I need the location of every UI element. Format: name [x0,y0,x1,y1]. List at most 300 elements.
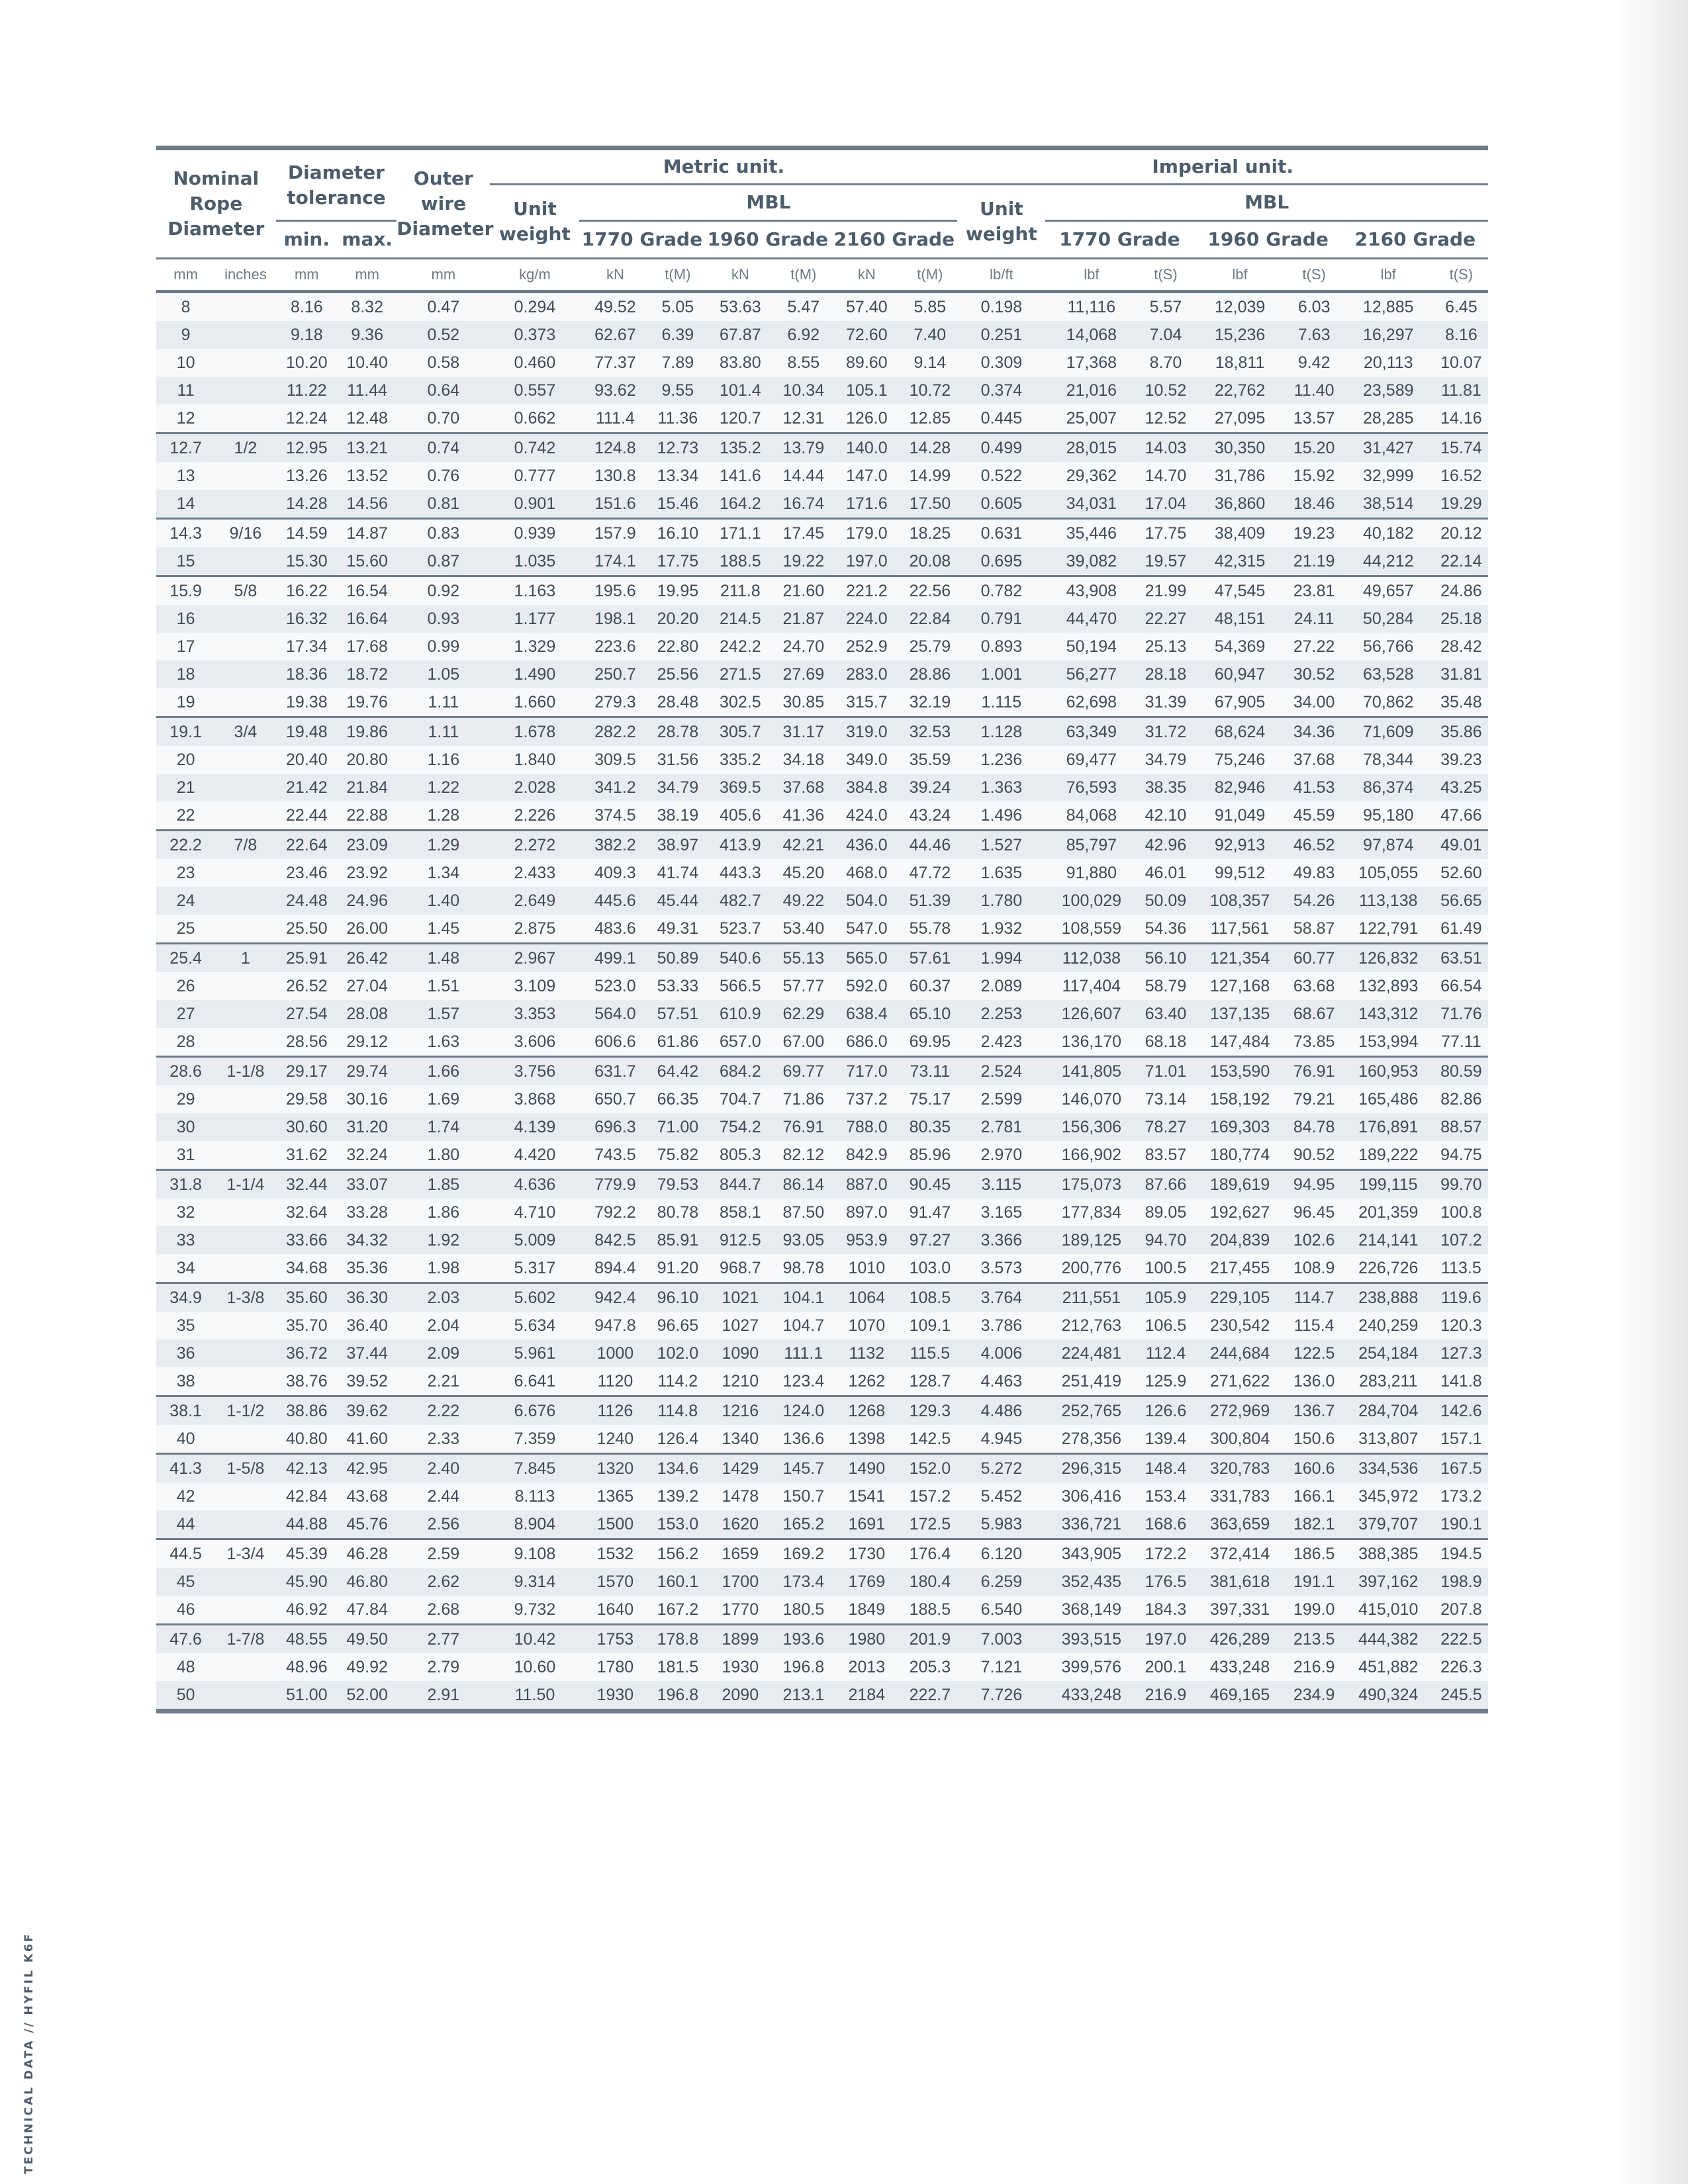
table-cell: 47.72 [902,859,957,887]
table-cell: 1770 [704,1596,776,1625]
table-cell: 230,542 [1194,1312,1286,1340]
header-line: weight [499,222,571,245]
table-cell: 0.939 [490,519,579,548]
table-cell: 2.40 [397,1454,490,1483]
table-cell: 71,609 [1342,717,1434,747]
table-cell: 75,246 [1194,746,1286,774]
table-cell: 1.994 [957,944,1045,973]
table-cell: 1-1/2 [215,1396,275,1426]
table-row [156,831,1488,860]
table-cell: 54.26 [1286,887,1342,915]
table-cell: 43,908 [1045,576,1137,606]
table-cell: 34.79 [1137,746,1194,774]
table-cell [215,1425,275,1454]
table-cell: 20.40 [276,746,338,774]
table-cell: 1398 [831,1425,902,1454]
table-cell: 10.07 [1434,349,1488,377]
table-cell: 2.68 [397,1596,490,1625]
table-cell: 0.605 [957,490,1045,519]
table-cell: 1.840 [490,746,579,774]
table-cell: 120.7 [704,404,776,433]
table-cell: 56.10 [1137,944,1194,973]
table-cell: 1262 [831,1367,902,1396]
table-cell: 1659 [704,1539,776,1569]
table-cell: 0.893 [957,633,1045,660]
table-cell: 947.8 [579,1312,651,1340]
table-cell: 42,315 [1194,547,1286,576]
table-cell: 119.6 [1434,1283,1488,1312]
table-cell: 112.4 [1137,1340,1194,1367]
table-row [156,605,1488,633]
table-cell: 443.3 [704,859,776,887]
table-cell: 1.236 [957,746,1045,774]
table-cell: 968.7 [704,1254,776,1283]
table-cell: 90.45 [902,1170,957,1199]
table-cell: 186.5 [1286,1539,1342,1569]
table-cell: 167.5 [1434,1454,1488,1483]
table-cell [215,1568,275,1596]
table-cell: 35.59 [902,746,957,774]
table-cell: 160.1 [651,1568,704,1596]
table-cell: 57.40 [831,292,902,322]
table-cell: 102.0 [651,1340,704,1367]
table-cell: 82.12 [776,1141,831,1170]
table-cell: 25.18 [1434,605,1488,633]
table-cell: 193.6 [776,1625,831,1654]
header-line: weight [965,222,1037,245]
table-cell: 198.9 [1434,1568,1488,1596]
table-cell: 48,151 [1194,605,1286,633]
table-cell: 0.499 [957,433,1045,463]
table-cell: 21.19 [1286,547,1342,576]
table-row [156,1340,1488,1367]
table-cell: 27.22 [1286,633,1342,660]
table-cell: 126.4 [651,1425,704,1454]
table-cell: 226,726 [1342,1254,1434,1283]
table-cell: 39,082 [1045,547,1137,576]
tolerance-max-header: max. [342,228,393,250]
imperial-grade-1960-header: 1960 Grade [1207,228,1329,250]
table-cell: 153.4 [1137,1482,1194,1510]
table-cell: 174.1 [579,547,651,576]
table-cell: 223.6 [579,633,651,660]
table-cell: 1-3/8 [215,1283,275,1312]
table-cell: 1/2 [215,433,275,463]
table-cell: 52.60 [1434,859,1488,887]
table-cell: 35 [156,1312,215,1340]
table-cell: 15.74 [1434,433,1488,463]
table-cell: 9.108 [490,1539,579,1569]
table-row [156,1312,1488,1340]
table-cell: 1.85 [397,1170,490,1199]
table-cell: 136.0 [1286,1367,1342,1396]
table-cell: 0.74 [397,433,490,463]
table-cell: 2.524 [957,1057,1045,1086]
table-cell: 2.599 [957,1085,1045,1113]
table-cell: 0.83 [397,519,490,548]
table-cell: 69.95 [902,1028,957,1057]
table-cell: 858.1 [704,1199,776,1226]
table-cell: 19.57 [1137,547,1194,576]
table-cell: 1930 [704,1653,776,1681]
table-cell: 22.88 [338,801,397,831]
table-cell: 1691 [831,1510,902,1539]
table-cell [215,1340,275,1367]
unit-cell: lbf [1342,259,1434,292]
table-row [156,519,1488,548]
table-cell: 32.53 [902,717,957,747]
unit-cell: t(M) [776,259,831,292]
table-cell: 33 [156,1226,215,1254]
table-cell: 221.2 [831,576,902,606]
table-cell: 415,010 [1342,1596,1434,1625]
table-cell: 2.433 [490,859,579,887]
table-cell: 2.59 [397,1539,490,1569]
table-cell: 42.13 [276,1454,338,1483]
table-cell: 135.2 [704,433,776,463]
table-cell: 88.57 [1434,1113,1488,1141]
table-cell: 94.70 [1137,1226,1194,1254]
table-cell: 1.115 [957,688,1045,717]
table-cell: 19.23 [1286,519,1342,548]
table-cell: 1027 [704,1312,776,1340]
table-cell: 99.70 [1434,1170,1488,1199]
table-cell: 5.272 [957,1454,1045,1483]
table-row [156,1454,1488,1483]
table-cell: 34.79 [651,774,704,801]
table-cell: 141.8 [1434,1367,1488,1396]
table-cell: 25.13 [1137,633,1194,660]
table-cell: 198.1 [579,605,651,633]
table-cell: 46.01 [1137,859,1194,887]
table-cell [215,1367,275,1396]
table-cell: 1.57 [397,1000,490,1028]
table-cell: 335.2 [704,746,776,774]
table-cell: 490,324 [1342,1681,1434,1711]
table-cell: 84,068 [1045,801,1137,831]
table-cell: 1.035 [490,547,579,576]
table-cell: 204,839 [1194,1226,1286,1254]
table-cell: 8.113 [490,1482,579,1510]
table-cell: 87.50 [776,1199,831,1226]
table-cell: 180.4 [902,1568,957,1596]
table-cell: 0.374 [957,377,1045,404]
table-cell: 29.58 [276,1085,338,1113]
table-cell: 153,994 [1342,1028,1434,1057]
table-cell: 245.5 [1434,1681,1488,1711]
table-cell: 1.363 [957,774,1045,801]
table-cell: 4.420 [490,1141,579,1170]
table-cell: 68.18 [1137,1028,1194,1057]
table-cell: 349.0 [831,746,902,774]
table-cell: 96.45 [1286,1199,1342,1226]
table-cell: 17.34 [276,633,338,660]
table-cell: 82,946 [1194,774,1286,801]
table-row [156,1681,1488,1711]
table-cell: 45.76 [338,1510,397,1539]
table-cell: 30.52 [1286,660,1342,688]
table-cell: 21.42 [276,774,338,801]
table-cell: 70,862 [1342,688,1434,717]
table-row [156,490,1488,519]
table-cell: 8.16 [1434,321,1488,349]
table-cell: 436.0 [831,831,902,860]
table-cell: 71.01 [1137,1057,1194,1086]
table-cell: 28,285 [1342,404,1434,433]
table-cell: 13.21 [338,433,397,463]
table-row [156,1510,1488,1539]
table-row [156,1425,1488,1454]
table-cell [215,660,275,688]
table-cell: 211,551 [1045,1283,1137,1312]
table-cell: 23.46 [276,859,338,887]
table-cell: 17 [156,633,215,660]
metric-grade-2160-header: 2160 Grade [833,228,955,250]
table-cell: 31.81 [1434,660,1488,688]
table-cell: 105.1 [831,377,902,404]
table-cell: 1.28 [397,801,490,831]
unit-cell: t(M) [651,259,704,292]
table-cell: 169,303 [1194,1113,1286,1141]
table-cell: 279.3 [579,688,651,717]
table-cell: 102.6 [1286,1226,1342,1254]
table-cell: 10.72 [902,377,957,404]
table-cell: 0.742 [490,433,579,463]
table-cell: 22.27 [1137,605,1194,633]
table-cell: 93.62 [579,377,651,404]
table-cell: 69,477 [1045,746,1137,774]
table-cell: 150.6 [1286,1425,1342,1454]
table-cell: 445.6 [579,887,651,915]
table-cell: 2.649 [490,887,579,915]
table-cell: 1.05 [397,660,490,688]
table-cell: 168.6 [1137,1510,1194,1539]
table-cell: 25.91 [276,944,338,973]
table-cell: 684.2 [704,1057,776,1086]
table-cell: 61.49 [1434,915,1488,944]
table-cell: 195.6 [579,576,651,606]
table-cell: 2.03 [397,1283,490,1312]
table-cell: 12.85 [902,404,957,433]
table-cell: 0.52 [397,321,490,349]
table-cell: 29,362 [1045,462,1137,490]
table-cell: 90.52 [1286,1141,1342,1170]
table-cell: 43.68 [338,1482,397,1510]
unit-cell: mm [338,259,397,292]
table-cell: 134.6 [651,1454,704,1483]
table-cell [215,1226,275,1254]
table-cell: 1.163 [490,576,579,606]
table-cell: 20.12 [1434,519,1488,548]
table-cell: 5/8 [215,576,275,606]
table-cell: 115.4 [1286,1312,1342,1340]
table-cell [215,1141,275,1170]
table-cell: 1.001 [957,660,1045,688]
table-cell: 21.84 [338,774,397,801]
table-cell: 315.7 [831,688,902,717]
table-row [156,1028,1488,1057]
table-cell: 141,805 [1045,1057,1137,1086]
table-cell: 201.9 [902,1625,957,1654]
table-cell: 37.68 [1286,746,1342,774]
table-cell [215,1254,275,1283]
table-cell: 41.74 [651,859,704,887]
table-cell: 46.28 [338,1539,397,1569]
table-cell: 252.9 [831,633,902,660]
table-cell: 0.58 [397,349,490,377]
table-row [156,717,1488,747]
table-cell: 1.34 [397,859,490,887]
table-cell: 41.60 [338,1425,397,1454]
scan-edge-shadow [1615,0,1688,2184]
header-line: wire [420,193,467,214]
imperial-grade-2160-header: 2160 Grade [1354,228,1476,250]
table-cell: 91.20 [651,1254,704,1283]
table-cell: 57.77 [776,972,831,1000]
table-row [156,547,1488,576]
table-cell: 912.5 [704,1226,776,1254]
table-cell: 6.03 [1286,292,1342,322]
table-cell: 2.028 [490,774,579,801]
table-cell: 3.165 [957,1199,1045,1226]
table-cell: 147.0 [831,462,902,490]
table-cell: 11.36 [651,404,704,433]
table-cell: 717.0 [831,1057,902,1086]
unit-cell: lb/ft [957,259,1045,292]
diameter-tolerance-header [276,148,397,221]
table-row [156,1085,1488,1113]
table-cell: 60.37 [902,972,957,1000]
table-cell: 27,095 [1194,404,1286,433]
table-cell: 1-1/8 [215,1057,275,1086]
table-cell: 43.24 [902,801,957,831]
table-cell: 89.60 [831,349,902,377]
table-cell [215,1681,275,1711]
table-cell: 19.95 [651,576,704,606]
table-cell: 7.845 [490,1454,579,1483]
table-cell: 8 [156,292,215,322]
table-cell: 114.8 [651,1396,704,1426]
table-cell: 14.70 [1137,462,1194,490]
table-cell: 8.904 [490,1510,579,1539]
table-cell: 1.80 [397,1141,490,1170]
table-cell: 63,528 [1342,660,1434,688]
table-cell: 56,766 [1342,633,1434,660]
table-cell [215,859,275,887]
table-cell: 1-1/4 [215,1170,275,1199]
table-cell: 136.6 [776,1425,831,1454]
table-cell: 1.86 [397,1199,490,1226]
table-cell: 197.0 [1137,1625,1194,1654]
table-cell: 2.91 [397,1681,490,1711]
table-cell: 201,359 [1342,1199,1434,1226]
table-cell: 1010 [831,1254,902,1283]
table-cell: 704.7 [704,1085,776,1113]
table-cell: 49.01 [1434,831,1488,860]
table-cell: 124.0 [776,1396,831,1426]
table-cell: 46.80 [338,1568,397,1596]
table-cell: 234.9 [1286,1681,1342,1711]
table-cell: 78.27 [1137,1113,1194,1141]
table-cell: 152.0 [902,1454,957,1483]
table-cell: 200.1 [1137,1653,1194,1681]
table-cell: 53.40 [776,915,831,944]
table-cell [215,915,275,944]
table-cell: 0.251 [957,321,1045,349]
table-row [156,1199,1488,1226]
table-cell: 23,589 [1342,377,1434,404]
table-cell: 3.764 [957,1283,1045,1312]
table-cell: 25,007 [1045,404,1137,433]
table-cell: 564.0 [579,1000,651,1028]
table-cell: 887.0 [831,1170,902,1199]
table-row [156,1226,1488,1254]
table-cell: 24.70 [776,633,831,660]
table-cell: 153,590 [1194,1057,1286,1086]
table-cell: 117,404 [1045,972,1137,1000]
table-cell: 34.9 [156,1283,215,1312]
table-cell: 67,905 [1194,688,1286,717]
table-cell [215,633,275,660]
table-cell: 953.9 [831,1226,902,1254]
table-cell: 188.5 [902,1596,957,1625]
metric-unit-weight-header [490,185,579,259]
table-cell: 211.8 [704,576,776,606]
table-cell: 106.5 [1137,1312,1194,1340]
units-row [156,259,1488,292]
table-cell: 1-3/4 [215,1539,275,1569]
table-cell: 92,913 [1194,831,1286,860]
table-cell [215,1596,275,1625]
table-cell: 7.121 [957,1653,1045,1681]
table-cell: 150.7 [776,1482,831,1510]
table-cell: 1.177 [490,605,579,633]
table-cell: 111.1 [776,1340,831,1367]
imperial-mbl-header: MBL [1045,185,1488,221]
table-cell: 46.52 [1286,831,1342,860]
table-cell: 18.46 [1286,490,1342,519]
table-cell: 216.9 [1286,1653,1342,1681]
table-cell: 17.45 [776,519,831,548]
table-cell: 47.84 [338,1596,397,1625]
table-cell: 140.0 [831,433,902,463]
table-cell: 22.84 [902,605,957,633]
table-cell: 166,902 [1045,1141,1137,1170]
table-cell: 9.14 [902,349,957,377]
table-cell: 96.65 [651,1312,704,1340]
table-cell: 136.7 [1286,1396,1342,1426]
table-cell: 39.23 [1434,746,1488,774]
table-cell: 151.6 [579,490,651,519]
table-cell: 213.1 [776,1681,831,1711]
table-cell: 1320 [579,1454,651,1483]
table-cell: 75.17 [902,1085,957,1113]
table-cell: 5.85 [902,292,957,322]
table-cell: 319.0 [831,717,902,747]
table-cell: 15.60 [338,547,397,576]
header-line: Unit [980,197,1023,220]
table-cell: 177,834 [1045,1199,1137,1226]
table-cell: 52.00 [338,1681,397,1711]
table-cell: 38.97 [651,831,704,860]
table-cell: 21.60 [776,576,831,606]
table-cell: 2.253 [957,1000,1045,1028]
table-cell: 3.109 [490,972,579,1000]
table-cell: 2.56 [397,1510,490,1539]
table-cell: 164.2 [704,490,776,519]
table-cell: 63.40 [1137,1000,1194,1028]
table-cell: 240,259 [1342,1312,1434,1340]
